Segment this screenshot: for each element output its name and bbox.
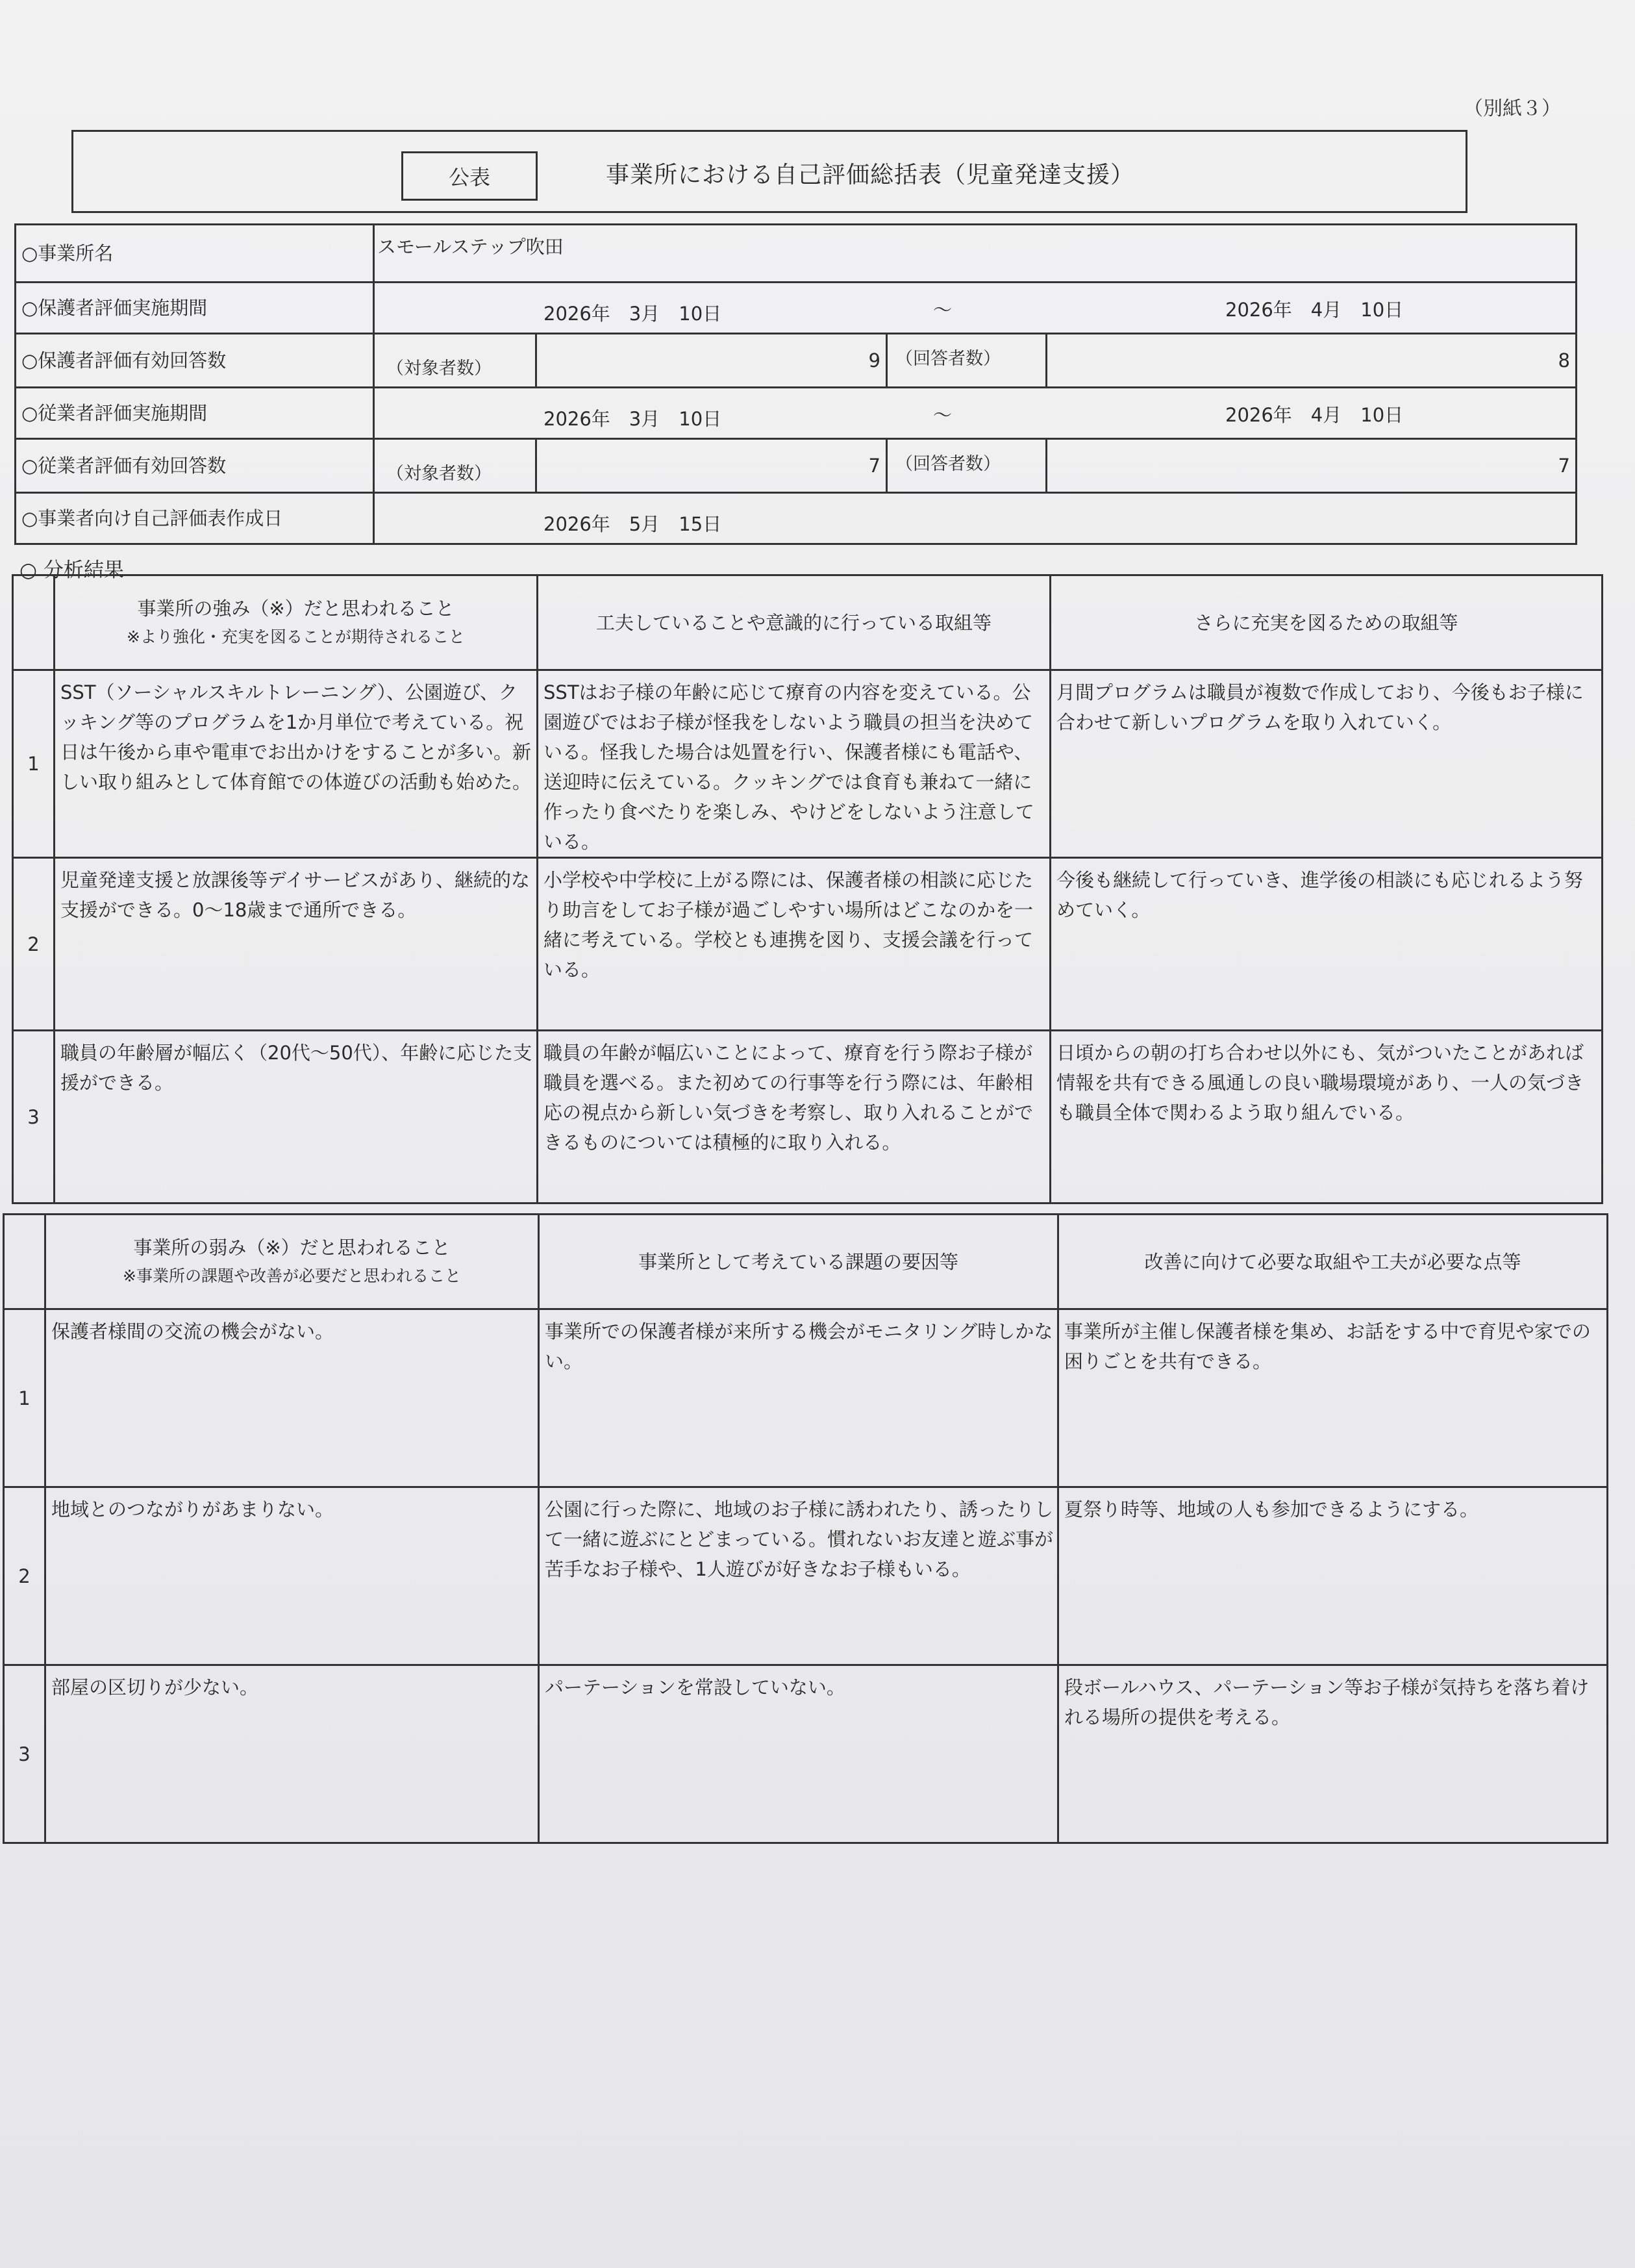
office-name-label: ○事業所名 xyxy=(16,225,374,283)
row-index: 3 xyxy=(13,1031,55,1203)
strengths-header-col3: さらに充実を図るための取組等 xyxy=(1051,575,1603,670)
weakness-text: 地域とのつながりがあまりない。 xyxy=(45,1487,539,1665)
office-name-row xyxy=(16,225,1577,283)
staff-period-start: 2026年 3月 10日 xyxy=(543,408,722,430)
row-index: 3 xyxy=(4,1665,45,1843)
strength-text: SST（ソーシャルスキルトレーニング）、公園遊び、クッキング等のプログラムを1か月単位で考えている。祝日は午後から車や電車でお出かけをすることが多い。新しい取り組みとして体育館での体遊びの活動も始めた。 xyxy=(55,670,538,858)
staff-target-value: 7 xyxy=(536,439,887,493)
title-box xyxy=(71,130,1467,213)
weakness-improvement-text: 夏祭り時等、地域の人も参加できるようにする。 xyxy=(1058,1487,1608,1665)
weaknesses-header-col1-note: ※事業所の課題や改善が必要だと思われること xyxy=(123,1266,461,1285)
appendix-label: （別紙３） xyxy=(1464,97,1561,120)
guardian-answers-row xyxy=(16,334,1577,388)
info-table xyxy=(14,223,1577,545)
weaknesses-header-index xyxy=(4,1215,45,1309)
guardian-period-row xyxy=(16,283,1577,334)
strengths-header-index xyxy=(13,575,55,670)
strengths-header-col1-note: ※より強化・充実を図ることが期待されること xyxy=(127,627,465,646)
guardian-answers-label: ○保護者評価有効回答数 xyxy=(16,334,374,388)
strength-text: 児童発達支援と放課後等デイサービスがあり、継続的な支援ができる。0～18歳まで通所できる。 xyxy=(55,858,538,1031)
weakness-improvement-text: 段ボールハウス、パーテーション等お子様が気持ちを落ち着けれる場所の提供を考える。 xyxy=(1058,1665,1608,1843)
weaknesses-table xyxy=(3,1213,1608,1844)
guardian-period-end: 2026年 4月 10日 xyxy=(1225,299,1404,321)
document-title: 事業所における自己評価総括表（児童発達支援） xyxy=(606,162,1135,188)
strengths-header-col1 xyxy=(55,575,538,670)
created-date-value: 2026年 5月 15日 xyxy=(543,513,722,535)
guardian-period-start: 2026年 3月 10日 xyxy=(543,303,722,325)
staff-period-cell xyxy=(374,388,1577,439)
row-index: 2 xyxy=(4,1487,45,1665)
created-date-row xyxy=(16,493,1577,544)
row-index: 1 xyxy=(4,1309,45,1487)
row-index: 2 xyxy=(13,858,55,1031)
weakness-improvement-text: 事業所が主催し保護者様を集め、お話をする中で育児や家での困りごとを共有できる。 xyxy=(1058,1309,1608,1487)
weakness-cause-text: パーテーションを常設していない。 xyxy=(539,1665,1058,1843)
weakness-cause-text: 公園に行った際に、地域のお子様に誘われたり、誘ったりして一緒に遊ぶにとどまっている。慣れないお友達と遊ぶ事が苦手なお子様や、1人遊びが好きなお子様もいる。 xyxy=(539,1487,1058,1665)
strengths-table xyxy=(12,574,1603,1204)
weaknesses-header-col3: 改善に向けて必要な取組や工夫が必要な点等 xyxy=(1058,1215,1608,1309)
strength-effort-text: SSTはお子様の年齢に応じて療育の内容を変えている。公園遊びではお子様が怪我をしないよう職員の担当を決めている。怪我した場合は処置を行い、保護者様にも電話や、送迎時に伝えている。クッキングでは食育も兼ねて一緒に作ったり食べたりを楽しみ、やけどをしないよう注意している。 xyxy=(538,670,1051,858)
row-index: 1 xyxy=(13,670,55,858)
guardian-period-separator: ～ xyxy=(933,299,953,321)
strength-improvement-text: 日頃からの朝の打ち合わせ以外にも、気がついたことがあれば情報を共有できる風通しの良い職場環境があり、一人の気づきも職員全体で関わるよう取り組んでいる。 xyxy=(1051,1031,1603,1203)
strengths-header-row xyxy=(13,575,1603,670)
strengths-row-3 xyxy=(13,1031,1603,1203)
weakness-cause-text: 事業所での保護者様が来所する機会がモニタリング時しかない。 xyxy=(539,1309,1058,1487)
strengths-row-2 xyxy=(13,858,1603,1031)
staff-answers-row xyxy=(16,439,1577,493)
strength-text: 職員の年齢層が幅広く（20代～50代）、年齢に応じた支援ができる。 xyxy=(55,1031,538,1203)
guardian-target-value: 9 xyxy=(536,334,887,388)
guardian-period-cell xyxy=(374,283,1577,334)
strengths-header-col2: 工夫していることや意識的に行っている取組等 xyxy=(538,575,1051,670)
public-tag: 公表 xyxy=(401,151,538,201)
created-date-label: ○事業者向け自己評価表作成日 xyxy=(16,493,374,544)
weaknesses-header-col1 xyxy=(45,1215,539,1309)
staff-answers-value: 7 xyxy=(1047,439,1577,493)
analysis-section-label: ○ 分析結果 xyxy=(19,559,124,582)
created-date-cell xyxy=(374,493,1577,544)
weaknesses-row-1 xyxy=(4,1309,1608,1487)
weaknesses-row-2 xyxy=(4,1487,1608,1665)
strength-effort-text: 小学校や中学校に上がる際には、保護者様の相談に応じたり助言をしてお子様が過ごしやすい場所はどこなのかを一緒に考えている。学校とも連携を図り、支援会議を行っている。 xyxy=(538,858,1051,1031)
staff-target-label: （対象者数） xyxy=(374,439,536,493)
staff-period-label: ○従業者評価実施期間 xyxy=(16,388,374,439)
staff-period-end: 2026年 4月 10日 xyxy=(1225,404,1404,426)
weakness-text: 保護者様間の交流の機会がない。 xyxy=(45,1309,539,1487)
weaknesses-header-col2: 事業所として考えている課題の要因等 xyxy=(539,1215,1058,1309)
staff-period-separator: ～ xyxy=(933,404,953,426)
guardian-target-label: （対象者数） xyxy=(374,334,536,388)
weakness-text: 部屋の区切りが少ない。 xyxy=(45,1665,539,1843)
strength-effort-text: 職員の年齢が幅広いことによって、療育を行う際お子様が職員を選べる。また初めての行事等を行う際には、年齢相応の視点から新しい気づきを考察し、取り入れることができるものについては積極的に取り入れる。 xyxy=(538,1031,1051,1203)
guardian-answer-label: （回答者数） xyxy=(887,334,1047,388)
weaknesses-header-row xyxy=(4,1215,1608,1309)
guardian-period-label: ○保護者評価実施期間 xyxy=(16,283,374,334)
weaknesses-header-col1-title: 事業所の弱み（※）だと思われること xyxy=(133,1236,451,1259)
strength-improvement-text: 月間プログラムは職員が複数で作成しており、今後もお子様に合わせて新しいプログラムを取り入れていく。 xyxy=(1051,670,1603,858)
staff-answers-label: ○従業者評価有効回答数 xyxy=(16,439,374,493)
staff-answer-label: （回答者数） xyxy=(887,439,1047,493)
office-name-value: スモールステップ吹田 xyxy=(374,225,1577,283)
staff-period-row xyxy=(16,388,1577,439)
strength-improvement-text: 今後も継続して行っていき、進学後の相談にも応じれるよう努めていく。 xyxy=(1051,858,1603,1031)
weaknesses-row-3 xyxy=(4,1665,1608,1843)
guardian-answers-value: 8 xyxy=(1047,334,1577,388)
strengths-header-col1-title: 事業所の強み（※）だと思われること xyxy=(137,597,455,620)
strengths-row-1 xyxy=(13,670,1603,858)
